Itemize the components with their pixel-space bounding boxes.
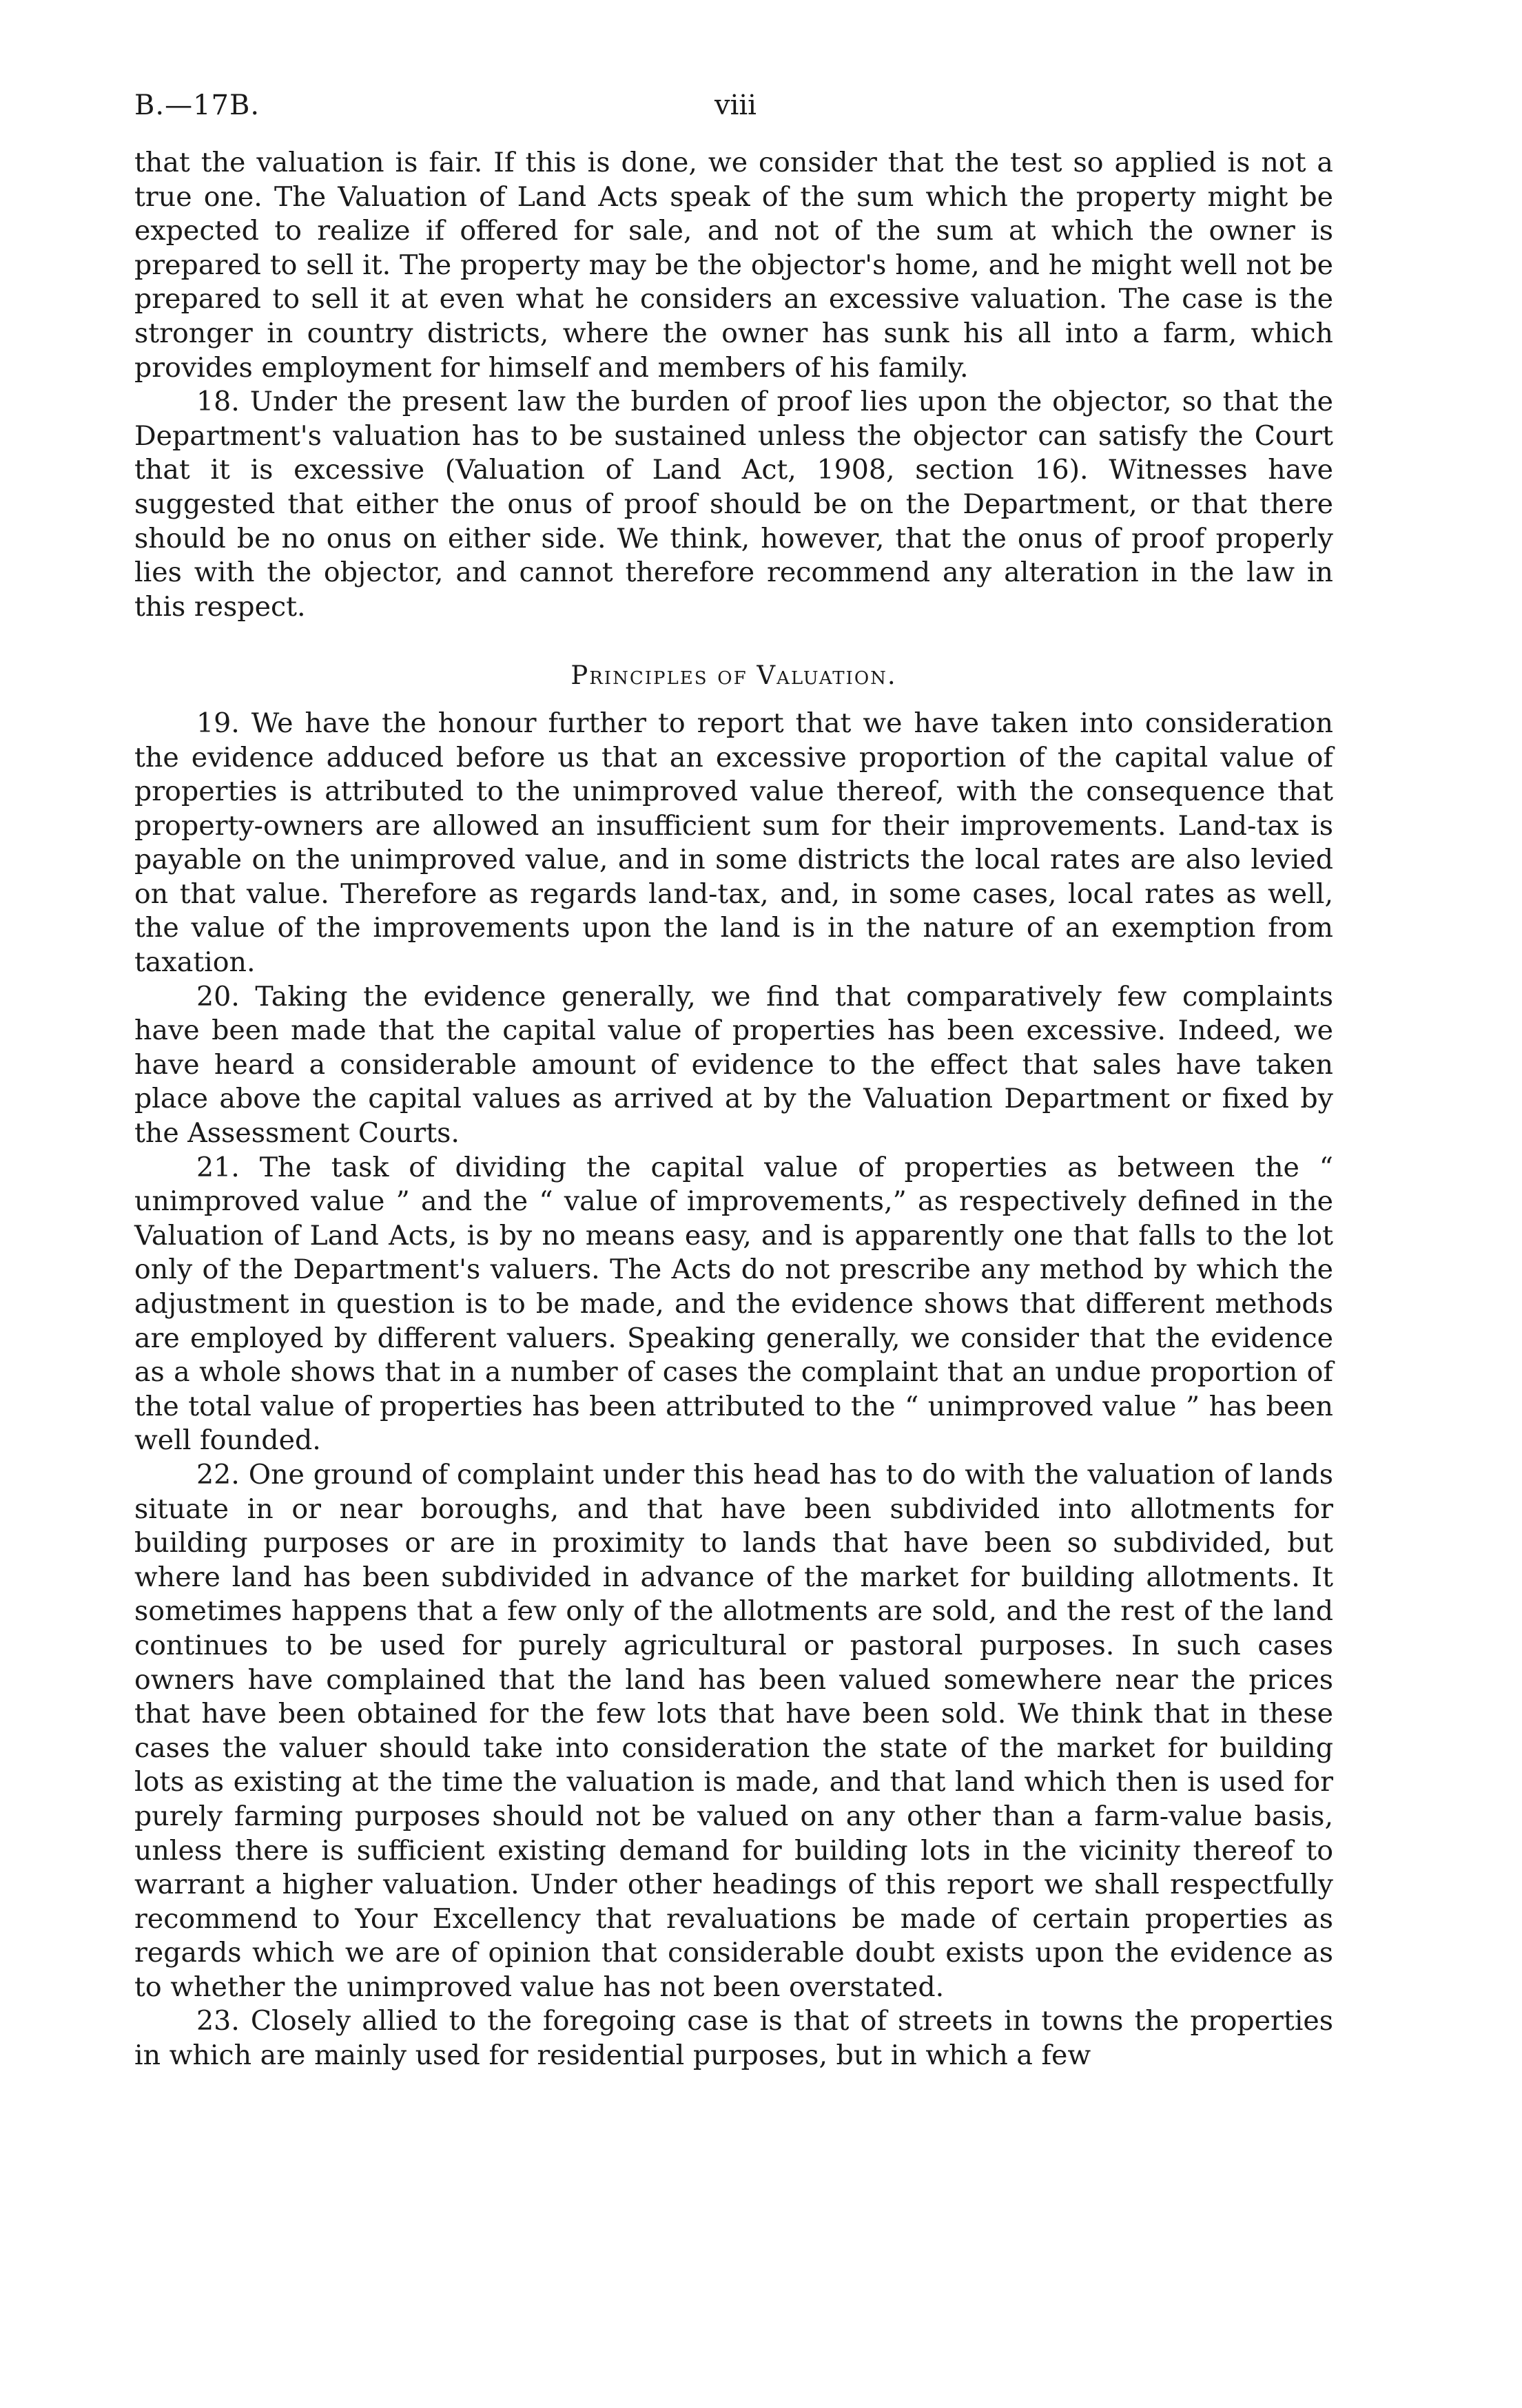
paragraph-22: 22. One ground of complaint under this head has to do with the valuation of lands situate in or near boroughs, and that have been subdivided into allotments for building purposes or are in proximity to lands that have been so subdivided, but where land has been subdivided in advance of the market for building allotments. It sometimes happens that a few only of the allotments are sold, and the rest of the land continues to be used for purely agricultural or pastoral purposes. In such cases owners have complained that the land has been valued somewhere near the prices that have been obtained for the few lots that have been sold. We think that in these cases the valuer should take into consideration the state of the market for building lots as existing at the time the valuation is made, and that land which then is used for purely farming purposes should not be valued on any other than a farm-value basis, unless there is sufficient existing demand for building lots in the vicinity thereof to warrant a higher valuation. Under other headings of this report we shall respectfully recommend to Your Excellency that revaluations be made of certain properties as regards which we are of opinion that considerable doubt exists upon the evidence as to whether the unimproved value has not been overstated.: [134, 1458, 1333, 2003]
paragraph-23: 23. Closely allied to the foregoing case is that of streets in towns the properties in which are mainly used for residential purposes, but in which a few: [134, 2005, 1333, 2072]
section-heading: Principles of Valuation.: [570, 661, 897, 691]
paragraph-continuation: that the valuation is fair. If this is done, we consider that the test so applied is not a true one. The Valuation of Land Acts speak of the sum which the property might be expected to realize if offered for sale, and not of the sum at which the owner is prepared to sell it. The property may be the objector's home, and he might well not be prepared to sell it at even what he considers an excessive valuation. The case is the stronger in country districts, where the owner has sunk his all into a farm, which provides employment for himself and members of his family.: [134, 147, 1333, 384]
page-number: viii: [714, 90, 757, 121]
page-header: [134, 90, 1337, 131]
body-text: [134, 146, 1333, 2073]
paragraph-18: 18. Under the present law the burden of proof lies upon the objector, so that the Department's valuation has to be sustained unless the objector can satisfy the Court that it is excessive (Valuation of Land Act, 1908, section 16). Witnesses have suggested that either the onus of proof should be on the Department, or that there should be no onus on either side. We think, however, that the onus of proof properly lies with the objector, and cannot therefore recommend any alteration in the law in this respect.: [134, 386, 1333, 623]
paragraph-19: 19. We have the honour further to report that we have taken into consideration the evidence adduced before us that an excessive proportion of the capital value of properties is attributed to the unimproved value thereof, with the consequence that property-owners are allowed an insufficient sum for their improvements. Land-tax is payable on the unimproved value, and in some districts the local rates are also levied on that value. Therefore as regards land-tax, and, in some cases, local rates as well, the value of the improvements upon the land is in the nature of an exemption from taxation.: [134, 707, 1333, 979]
paragraph-20: 20. Taking the evidence generally, we find that comparatively few complaints have been made that the capital value of properties has been excessive. Indeed, we have heard a considerable amount of evidence to the effect that sales have taken place above the capital values as arrived at by the Valuation Department or fixed by the Assessment Courts.: [134, 980, 1333, 1150]
paragraph-21: 21. The task of dividing the capital value of properties as between the “ unimproved value ” and the “ value of improvements,” as respectively defined in the Valuation of Land Acts, is by no means easy, and is apparently one that falls to the lot only of the Department's valuers. The Acts do not prescribe any method by which the adjustment in question is to be made, and the evidence shows that different methods are employed by different valuers. Speaking generally, we consider that the evidence as a whole shows that in a number of cases the complaint that an undue proportion of the total value of properties has been attributed to the “ unimproved value ” has been well founded.: [134, 1151, 1333, 1457]
document-reference: B.—17B.: [134, 90, 260, 121]
